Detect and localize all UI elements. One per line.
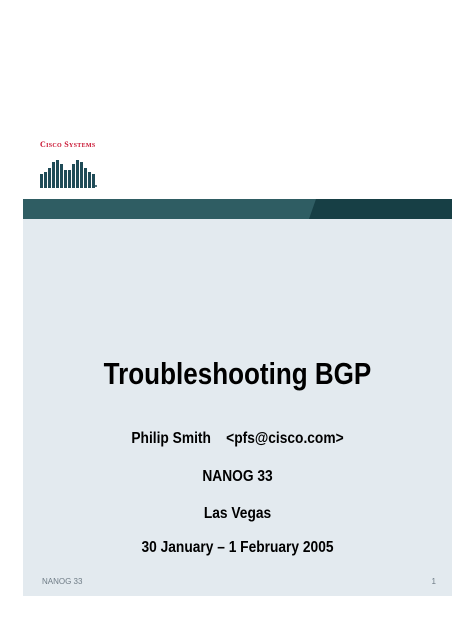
event-location: Las Vegas [203, 505, 272, 522]
slide-title: Troubleshooting BGP [103, 356, 372, 391]
cisco-logo [40, 140, 98, 188]
page-number: 1 [431, 577, 436, 586]
content-panel [23, 219, 452, 596]
logo-wordmark: CISCO SYSTEMS [40, 140, 96, 149]
event-dates: 30 January – 1 February 2005 [141, 539, 334, 556]
footer-label: NANOG 33 [42, 577, 83, 586]
header-band [23, 199, 452, 219]
event-name: NANOG 33 [202, 468, 273, 485]
presenter-line: Philip Smith <pfs@cisco.com> [131, 430, 344, 447]
cisco-bridge-icon [40, 152, 98, 188]
